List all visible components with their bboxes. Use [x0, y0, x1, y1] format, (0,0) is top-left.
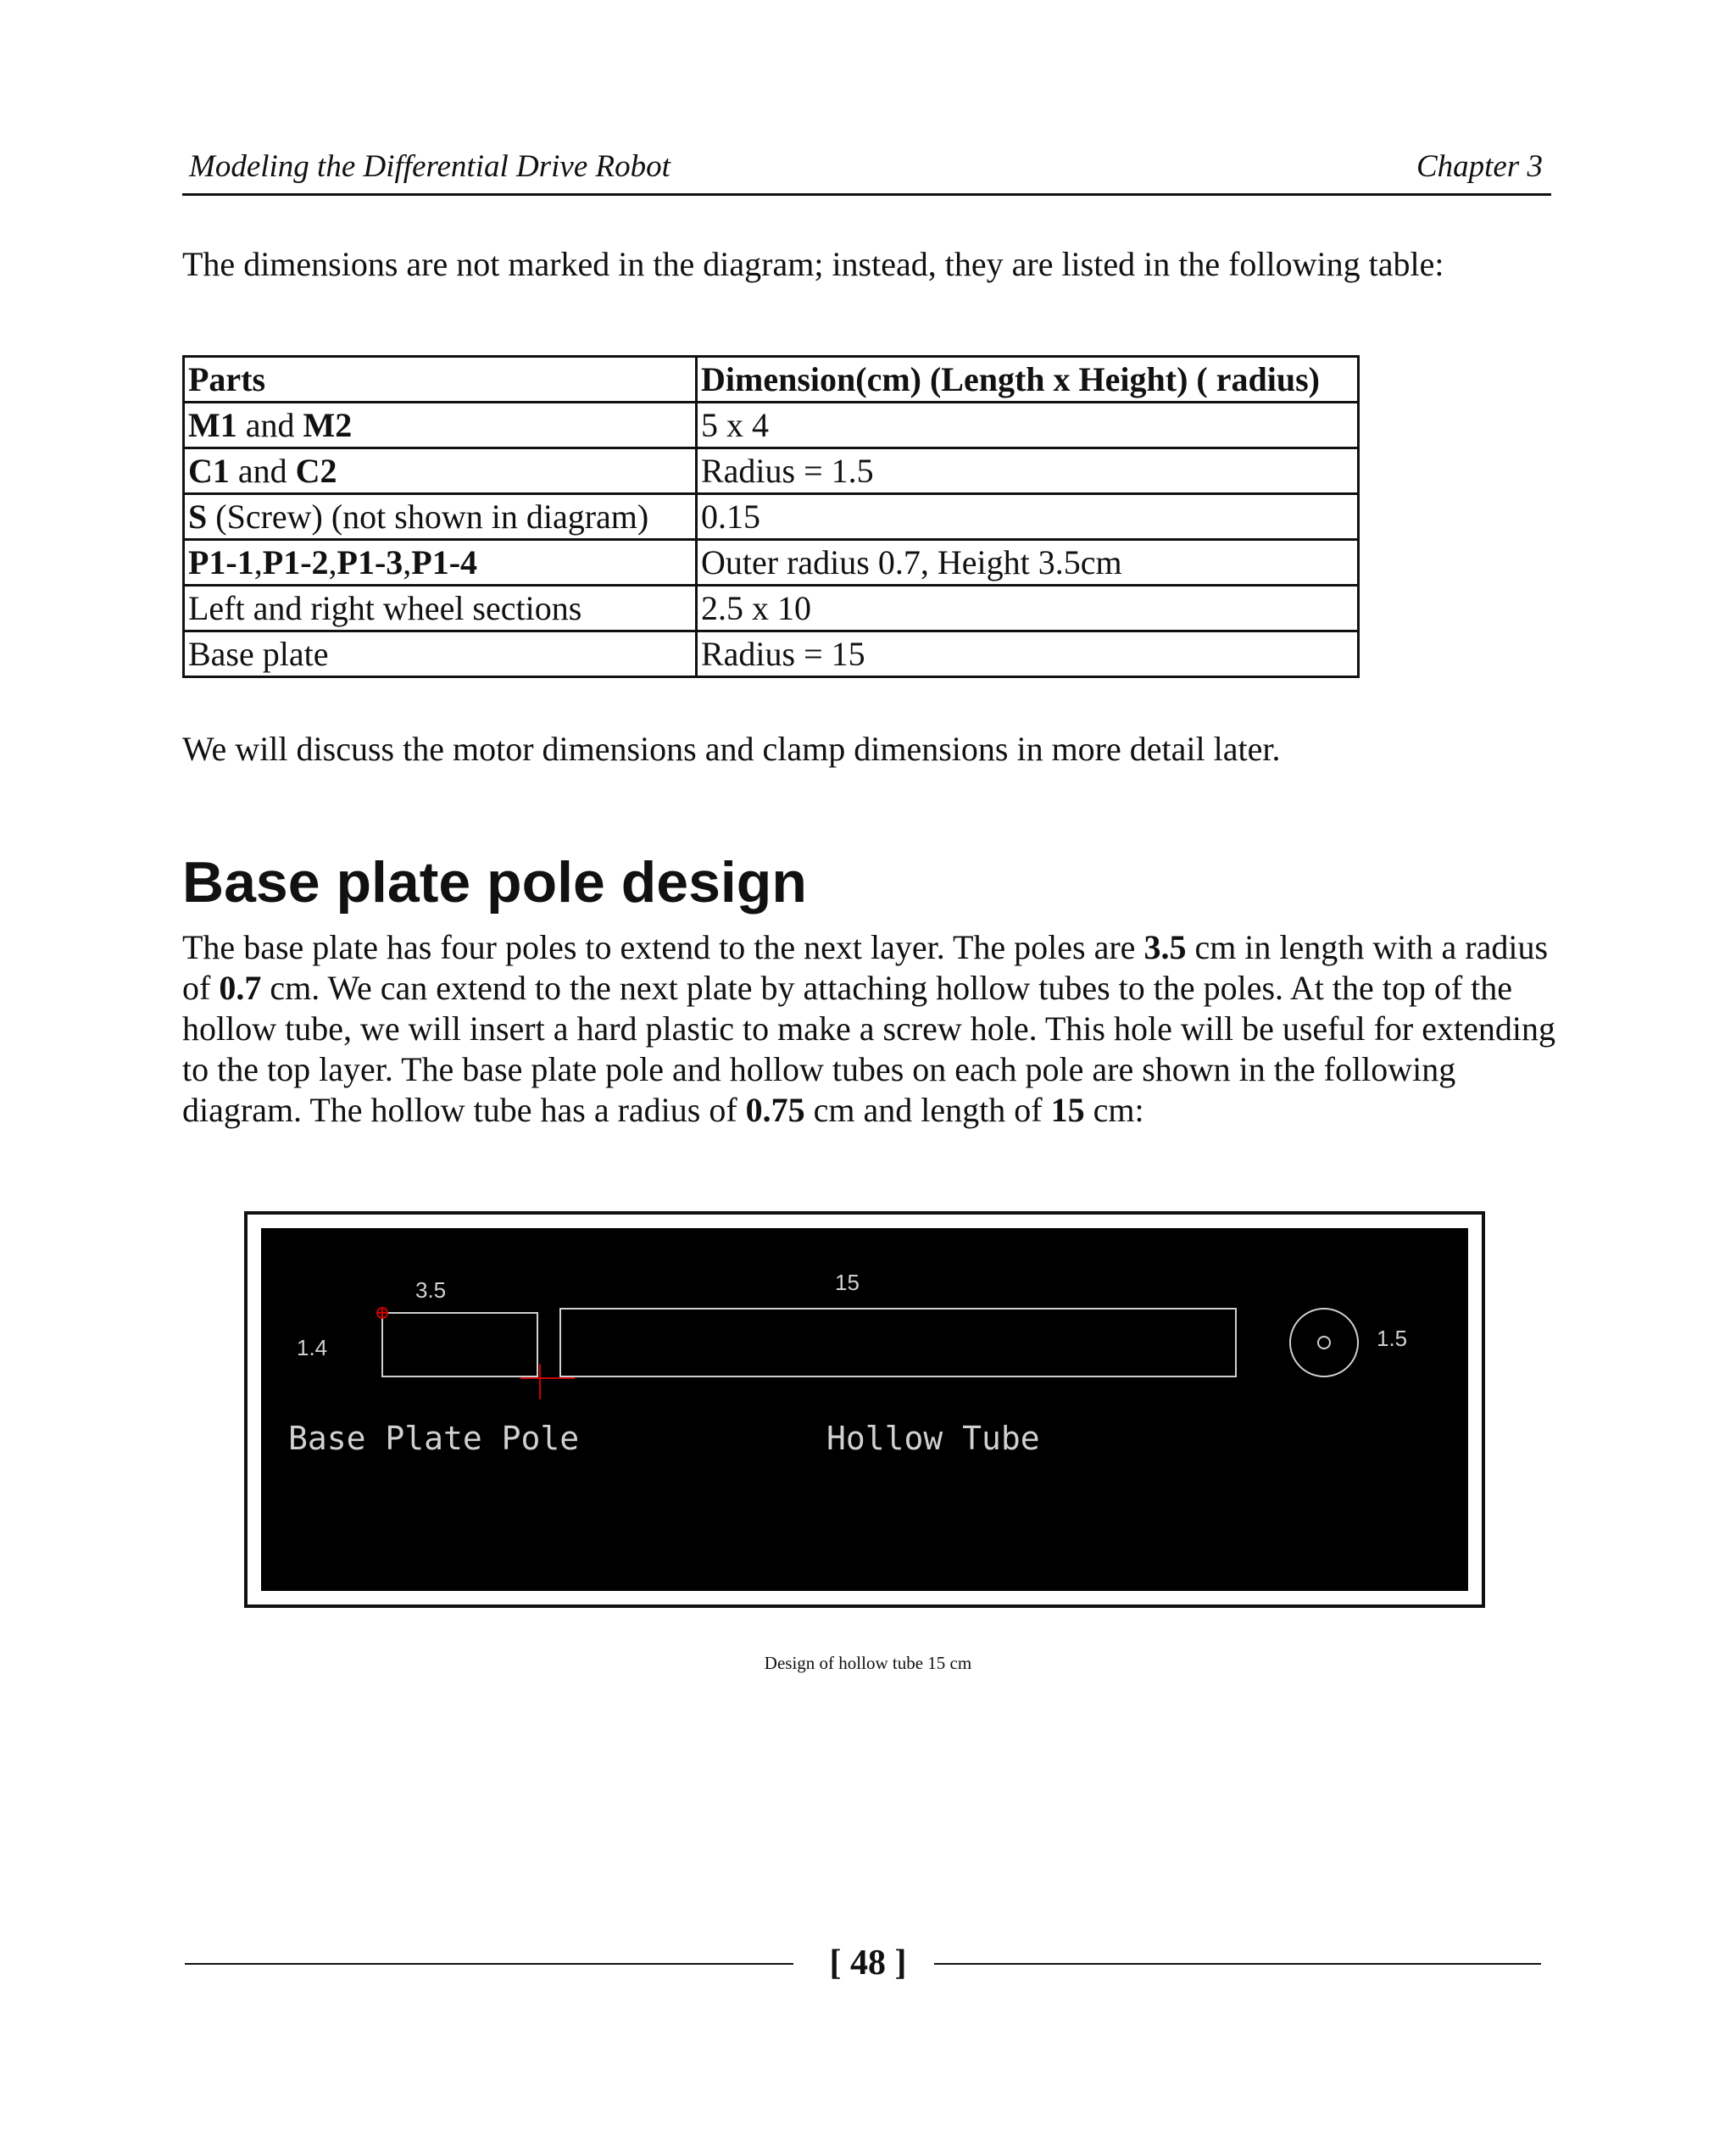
bold-text-run: P1-3 — [337, 543, 403, 581]
text-run: cm and length of — [804, 1091, 1051, 1129]
bold-text-run: 0.7 — [219, 969, 262, 1007]
column-header-parts: Parts — [184, 357, 697, 403]
pole-name-label: Base Plate Pole — [288, 1420, 580, 1457]
bold-text-run: C2 — [295, 452, 337, 490]
dimension-cell: Outer radius 0.7, Height 3.5cm — [697, 540, 1359, 586]
dimension-cell: Radius = 1.5 — [697, 448, 1359, 494]
table-row — [184, 540, 1359, 586]
table-row — [184, 586, 1359, 631]
circle-dimension-label: 1.5 — [1377, 1326, 1408, 1351]
figure-hollow-tube — [244, 1211, 1485, 1608]
footer-rule-left — [185, 1963, 793, 1965]
bold-text-run: 3.5 — [1143, 928, 1187, 966]
dimension-cell: 0.15 — [697, 494, 1359, 540]
text-run: , — [253, 543, 263, 581]
bold-text-run: 0.75 — [745, 1091, 805, 1129]
part-cell — [184, 631, 697, 677]
dimension-cell: Radius = 15 — [697, 631, 1359, 677]
bold-text-run: M2 — [303, 406, 353, 444]
bold-text-run: P1-4 — [411, 543, 478, 581]
section-paragraph — [182, 927, 1560, 1131]
cad-drawing — [261, 1228, 1468, 1591]
text-run: and — [229, 452, 296, 490]
tube-name-label: Hollow Tube — [826, 1420, 1040, 1457]
dimensions-table — [182, 355, 1360, 678]
after-table-paragraph: We will discuss the motor dimensions and clamp dimensions in more detail later. — [182, 730, 1281, 768]
text-run: cm in length with a radius of — [182, 928, 1549, 1007]
dimension-cell: 2.5 x 10 — [697, 586, 1359, 631]
chapter-label: Chapter 3 — [1416, 149, 1543, 184]
text-run: , — [328, 543, 337, 581]
section-heading: Base plate pole design — [182, 850, 807, 915]
part-cell — [184, 540, 697, 586]
text-run: and — [236, 406, 303, 444]
bold-text-run: P1-2 — [262, 543, 329, 581]
running-header — [182, 144, 1551, 196]
dimension-cell: 5 x 4 — [697, 403, 1359, 448]
bold-text-run: M1 — [188, 406, 237, 444]
text-run: The base plate has four poles to extend to the next layer. The poles are — [182, 928, 1144, 966]
part-cell — [184, 403, 697, 448]
figure-caption: Design of hollow tube 15 cm — [764, 1653, 972, 1673]
table-row — [184, 631, 1359, 677]
table-row — [184, 403, 1359, 448]
footer-rule-right — [934, 1963, 1541, 1965]
part-cell — [184, 494, 697, 540]
pole-height-label: 1.4 — [297, 1335, 328, 1360]
column-header-dimension: Dimension(cm) (Length x Height) ( radius) — [697, 357, 1359, 403]
bold-text-run: P1-1 — [188, 543, 254, 581]
pole-length-label: 3.5 — [415, 1277, 447, 1303]
text-run: Base plate — [188, 635, 329, 673]
tube-length-label: 15 — [835, 1270, 860, 1295]
book-section-title: Modeling the Differential Drive Robot — [189, 149, 670, 184]
page-number: [ 48 ] — [829, 1944, 907, 1983]
text-run: Left and right wheel sections — [188, 589, 582, 627]
table-row — [184, 448, 1359, 494]
table-header-row — [184, 357, 1359, 403]
text-run: , — [403, 543, 412, 581]
part-cell — [184, 448, 697, 494]
table-row — [184, 494, 1359, 540]
bold-text-run: 15 — [1050, 1091, 1085, 1129]
intro-paragraph: The dimensions are not marked in the diagram; instead, they are listed in the following table: — [182, 245, 1444, 283]
text-run: (Screw) (not shown in diagram) — [207, 498, 649, 536]
bold-text-run: S — [188, 498, 208, 536]
text-run: cm: — [1084, 1091, 1144, 1129]
bold-text-run: C1 — [188, 452, 230, 490]
part-cell — [184, 586, 697, 631]
text-run: cm. We can extend to the next plate by attaching hollow tubes to the poles. At the top of the hollow tube, we will insert a hard plastic to make a screw hole. This hole will be useful for extending to the top layer. The base plate pole and hollow tubes on each pole are shown in the following diagram. The hollow tube has a radius of — [182, 969, 1555, 1129]
